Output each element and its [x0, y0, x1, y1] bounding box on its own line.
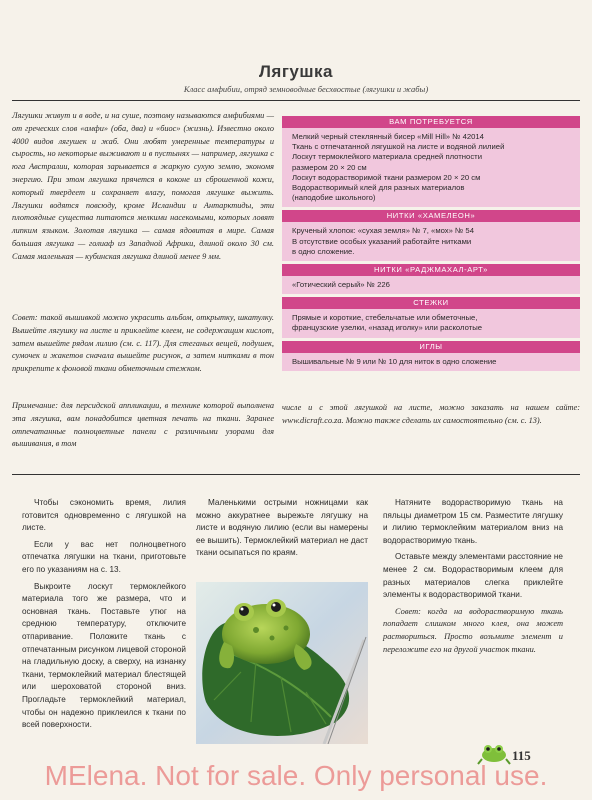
- material-line: Вышивальные № 9 или № 10 для ниток в одно сложение: [292, 356, 497, 366]
- instruction-paragraph: Чтобы сэкономить время, лилия готовится одновременно с лягушкой на листе.: [22, 498, 186, 533]
- material-line: Крученый хлопок: «сухая земля» № 7, «мох» № 54: [292, 226, 474, 236]
- materials-box: [282, 113, 580, 371]
- frog-on-leaf-photo: [196, 582, 368, 744]
- material-line: В отсутствие особых указаний работайте нитками: [292, 236, 472, 246]
- material-line: (наподобие школьного): [292, 193, 376, 203]
- materials-section-rajmahal: [282, 264, 580, 294]
- watermark: MElena. Not for sale. Only personal use.: [44, 760, 548, 791]
- advice-text: [12, 312, 274, 376]
- material-line: Лоскут водорастворимой ткани размером 20 × 20 см: [292, 172, 481, 182]
- intro-paragraph: Лягушки живут и в воде, и на суше, поэтому называются амфибиями — от греческих слов «амфи» (оба, два) и «биос» (жизнь). Известно около 4000 видов лягушек и жаб. Они любят умеренные температуры и сырость, но некоторые выживают и в пустынях — например, лягушка с юга Австралии, которая зарывается в жаркую сухую землю, экономя энергию. При этом лягушка прячется в коконе из сброшенной кожи, который твердеет и сохраняет влагу, помогая лягушке выжить. Лягушки водятся повсюду, кроме Исландии и Антарктиды, эти плотоядные существа питаются мелкими насекомыми, которых ловят липким языком. Золотая лягушка — самая ядовитая в мире. Самая большая лягушка — голиаф из Западной Африки, длиной около 30 см. Самая маленькая — кубинская лягушка длиной менее 9 мм.: [12, 111, 274, 261]
- mid-divider: [12, 474, 580, 475]
- instructions-column-1: [22, 497, 186, 736]
- material-line: французские узелки, «назад иголку» или расколотые: [292, 323, 483, 333]
- section-body: [282, 309, 580, 337]
- section-heading: ИГЛЫ: [282, 341, 580, 353]
- section-body: [282, 276, 580, 294]
- section-heading: НИТКИ «РАДЖМАХАЛ-АРТ»: [282, 264, 580, 276]
- material-line: «Готический серый» № 226: [292, 280, 390, 290]
- section-heading: СТЕЖКИ: [282, 297, 580, 309]
- instruction-paragraph: Натяните водорастворимую ткань на пяльцы диаметром 15 см. Разместите лягушку и лилию термоклейким материалом вниз на водорастворимую ткань.: [383, 498, 563, 545]
- note-paragraph: Примечание: для персидской аппликации, в технике которой выполнена эта лягушка, вам понадобится цветная печать на ткани. Заранее отпечатанные полноцветные панели с различными узорами для вышивания, в том: [12, 401, 274, 449]
- instruction-paragraph: Маленькими острыми ножницами как можно аккуратнее вырежьте лягушку на листе и водяную лилию (если вы намерены ее вышить). Термоклейкий материал не даст ткани осыпаться по краям.: [196, 498, 368, 558]
- material-line: Лоскут термоклейкого материала средней плотности: [292, 152, 482, 162]
- note-continuation: числе и с этой лягушкой на листе, можно заказать на нашем сайте: www.dicraft.co.za. Можно также сделать их самостоятельно (см. с. 13).: [282, 403, 580, 425]
- top-divider: [12, 100, 580, 101]
- page-number: 115: [512, 748, 531, 763]
- section-body: [282, 128, 580, 207]
- material-line: размером 20 × 20 см: [292, 162, 367, 172]
- materials-section-required: [282, 116, 580, 207]
- page-subtitle: Класс амфибии, отряд земноводные бесхвостые (лягушки и жабы): [183, 84, 429, 94]
- intro-text: [12, 110, 274, 264]
- section-heading: ВАМ ПОТРЕБУЕТСЯ: [282, 116, 580, 128]
- material-line: Ткань с отпечатанной лягушкой на листе и водяной лилией: [292, 142, 505, 152]
- instruction-paragraph: Если у вас нет полноцветного отпечатка лягушки на ткани, приготовьте его по указаниям на с. 13.: [22, 539, 186, 574]
- note-text: [12, 400, 274, 451]
- instruction-paragraph: Оставьте между элементами расстояние не менее 2 см. Водорастворимым клеем для разных материалов слегка приклейте элементы к водорастворимой ткани.: [383, 552, 563, 600]
- section-heading: НИТКИ «ХАМЕЛЕОН»: [282, 210, 580, 222]
- material-line: Мелкий черный стеклянный бисер «Mill Hill» № 42014: [292, 132, 484, 141]
- advice-paragraph: Совет: такой вышивкой можно украсить альбом, открытку, шкатулку. Вышейте лягушку на листе и приклейте клеем, не содержащим кислот, затем вышейте рядом лилию (см. с. 117). Для стеганых вещей, подушек, сумочек и жакетов сначала вышейте рисунок, а затем нитками в тон прикрепите к фоновой ткани обметочным стежком.: [12, 313, 274, 374]
- material-line: Водорастворимый клей для разных материалов: [292, 183, 465, 193]
- instructions-column-2: [196, 497, 368, 564]
- section-body: [282, 353, 580, 371]
- page-title: Лягушка: [258, 62, 333, 81]
- material-line: в одно сложение.: [292, 246, 355, 256]
- instruction-advice: Совет: когда на водорастворимую ткань попадает слишком много клея, она может раствориться. Просто возьмите элемент и переложите его на другой участок ткани.: [383, 606, 563, 654]
- materials-section-chameleon: [282, 210, 580, 261]
- materials-section-needles: [282, 341, 580, 371]
- section-body: [282, 222, 580, 261]
- instruction-paragraph: Выкроите лоскут термоклейкого материала того же размера, что и основная ткань. Поставьте утюг на среднюю температуру, отключите отпаривание. Положите ткань с отпечатанным рисунком лицевой стороной на гладильную доску, а сверху, на изнанку ткани, термоклейкий материал блестящей или шероховатой стороной вниз. Прогладьте термоклейкий материал, чтобы он надежно приклеился к ткани по всей поверхности.: [22, 581, 186, 730]
- instructions-column-3: [383, 497, 563, 660]
- materials-section-stitches: [282, 297, 580, 337]
- material-line: Прямые и короткие, стебельчатые или обметочные,: [292, 313, 478, 323]
